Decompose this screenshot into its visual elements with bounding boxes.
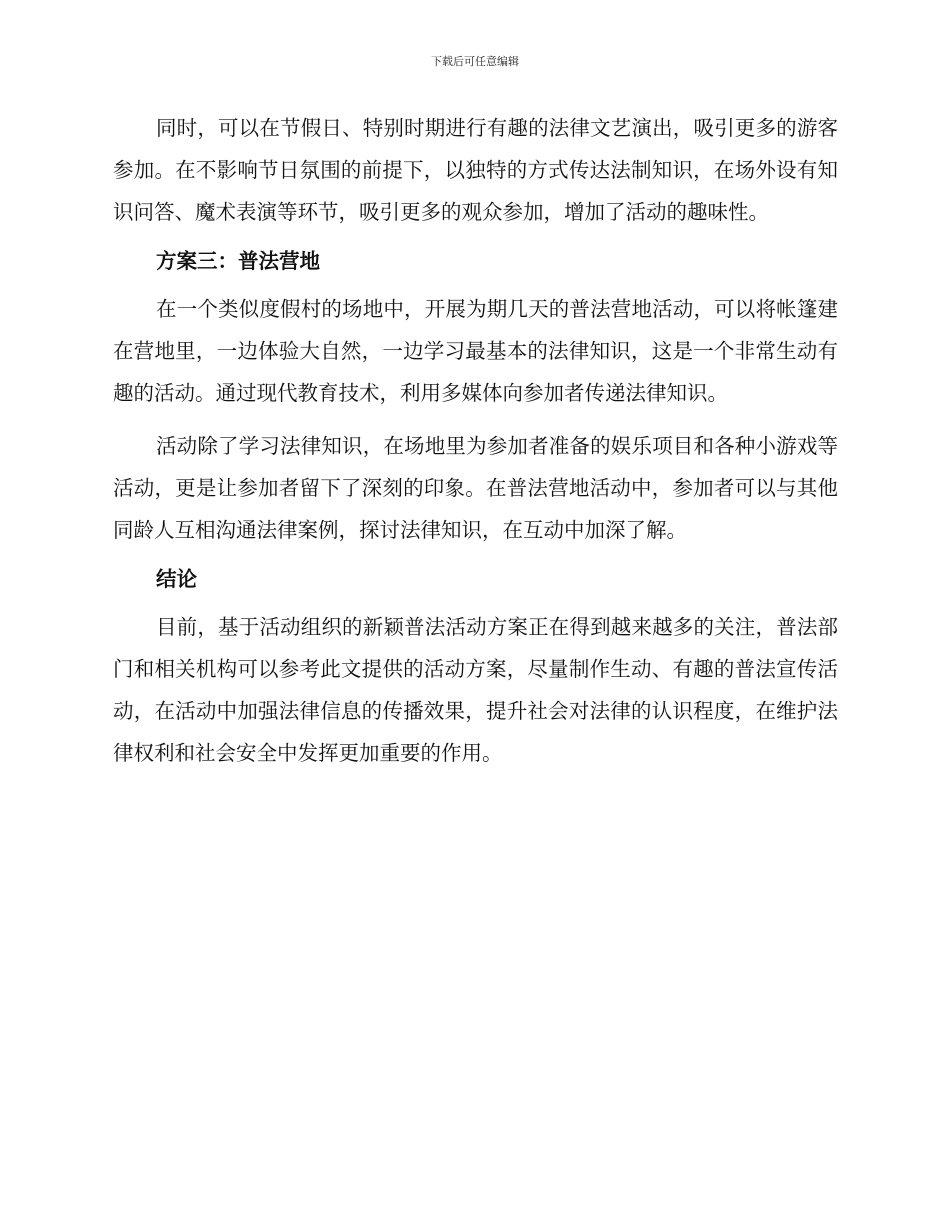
paragraph-camp-activities: 活动除了学习法律知识，在场地里为参加者准备的娱乐项目和各种小游戏等活动，更是让参加者留下了深刻的印象。在普法营地活动中，参加者可以与其他同龄人互相沟通法律案例，探讨法律知识，在互动中加深了解。: [113, 434, 838, 542]
paragraph-performances: 同时，可以在节假日、特别时期进行有趣的法律文艺演出，吸引更多的游客参加。在不影响节日氛围的前提下，以独特的方式传达法制知识，在场外设有知识问答、魔术表演等环节，吸引更多的观众参加，增加了活动的趣味性。: [113, 116, 838, 224]
document-body: [113, 107, 838, 774]
paragraph-conclusion: 目前，基于活动组织的新颖普法活动方案正在得到越来越多的关注，普法部门和相关机构可以参考此文提供的活动方案，尽量制作生动、有趣的普法宣传活动，在活动中加强法律信息的传播效果，提升社会对法律的认识程度，在维护法律权利和社会安全中发挥更加重要的作用。: [113, 615, 838, 765]
page-header-note: 下载后可任意编辑: [431, 55, 519, 68]
paragraph-law-camp: 在一个类似度假村的场地中，开展为期几天的普法营地活动，可以将帐篷建在营地里，一边体验大自然，一边学习最基本的法律知识，这是一个非常生动有趣的活动。通过现代教育技术，利用多媒体向参加者传递法律知识。: [113, 297, 838, 405]
section-heading-conclusion: 结论: [156, 567, 197, 591]
section-heading-plan-three: 方案三：普法营地: [156, 249, 320, 273]
